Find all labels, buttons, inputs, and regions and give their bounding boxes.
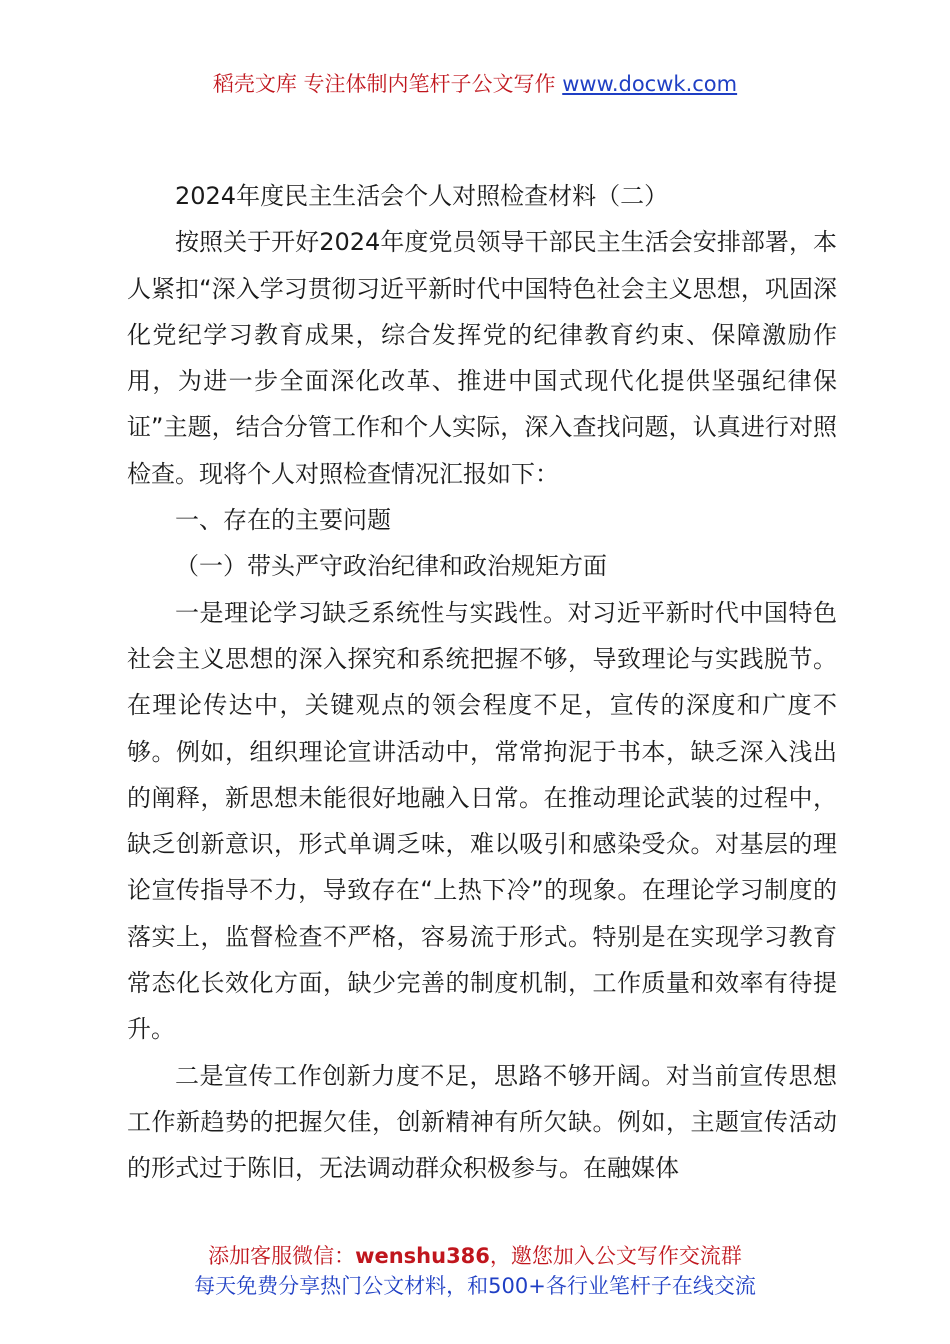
section-heading: 一、存在的主要问题 xyxy=(175,506,391,535)
footer-contact-line xyxy=(0,1241,950,1271)
wechat-id: wenshu386 xyxy=(355,1244,490,1268)
paragraph-point-2: 二是宣传工作创新力度不足，思路不够开阔。对当前宣传思想工作新趋势的把握欠佳，创新精神有所欠缺。例如，主题宣传活动的形式过于陈旧，无法调动群众积极参与。在融媒体 xyxy=(127,1061,837,1183)
paragraph-intro: 按照关于开好2024年度党员领导干部民主生活会安排部署，本人紧扣“深入学习贯彻习近平新时代中国特色社会主义思想，巩固深化党纪学习教育成果，综合发挥党的纪律教育约束、保障激励作用，为进一步全面深化改革、推进中国式现代化提供坚强纪律保证”主题，结合分管工作和个人实际，深入查找问题，认真进行对照检查。现将个人对照检查情况汇报如下： xyxy=(127,228,837,488)
document-body xyxy=(127,173,837,1192)
site-footer xyxy=(0,1241,950,1301)
footer-prefix: 添加客服微信： xyxy=(208,1244,356,1268)
brand-slogan: 稻壳文库 专注体制内笔杆子公文写作 xyxy=(212,72,563,96)
site-header xyxy=(0,70,950,98)
site-url-link[interactable]: www.docwk.com xyxy=(562,72,738,96)
subsection-heading: （一）带头严守政治纪律和政治规矩方面 xyxy=(175,552,607,581)
footer-suffix: ，邀您加入公文写作交流群 xyxy=(489,1244,742,1268)
paragraph-point-1: 一是理论学习缺乏系统性与实践性。对习近平新时代中国特色社会主义思想的深入探究和系统把握不够，导致理论与实践脱节。在理论传达中，关键观点的领会程度不足，宣传的深度和广度不够。例如，组织理论宣讲活动中，常常拘泥于书本，缺乏深入浅出的阐释，新思想未能很好地融入日常。在推动理论武装的过程中，缺乏创新意识，形式单调乏味，难以吸引和感染受众。对基层的理论宣传指导不力，导致存在“上热下冷”的现象。在理论学习制度的落实上，监督检查不严格，容易流于形式。特别是在实现学习教育常态化长效化方面，缺少完善的制度机制，工作质量和效率有待提升。 xyxy=(127,598,837,1044)
footer-promo-line: 每天免费分享热门公文材料，和500+各行业笔杆子在线交流 xyxy=(194,1274,756,1298)
document-title: 2024年度民主生活会个人对照检查材料（二） xyxy=(175,182,669,210)
